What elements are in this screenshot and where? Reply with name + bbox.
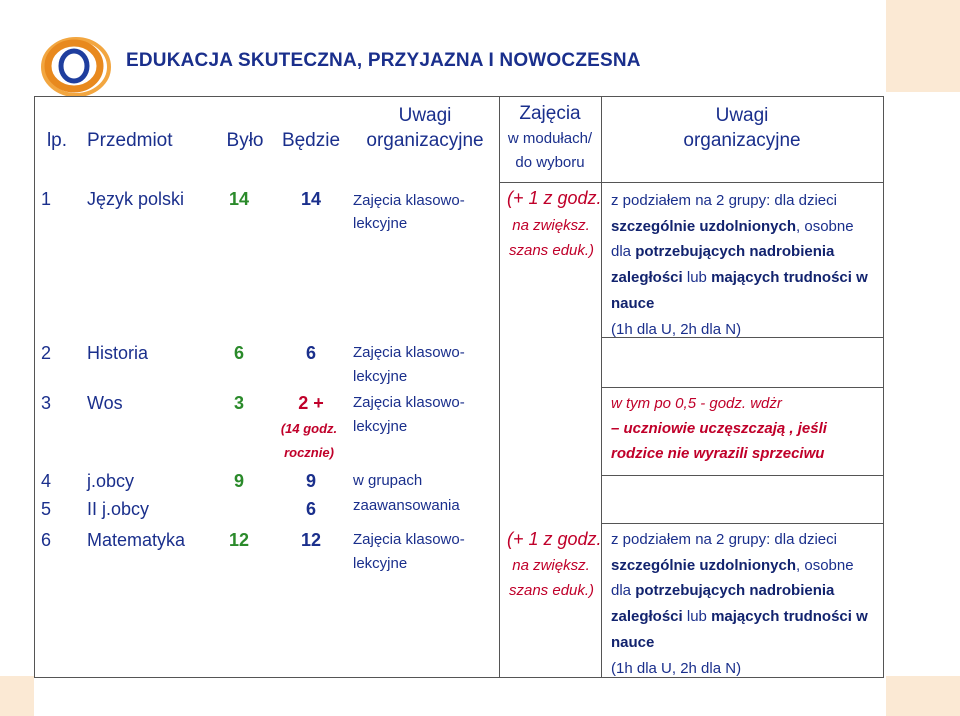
uwagi2-wos (611, 391, 827, 466)
row-uwagi-line2: lekcyjne (353, 368, 408, 385)
row-bedzie: 6 (305, 499, 316, 519)
note-line: zaległości lub mających trudności w (611, 608, 868, 626)
moduly-line1: (+ 1 z godz. (507, 188, 602, 208)
col-header-bedzie: Będzie (281, 130, 341, 151)
note-line: rodzice nie wyrazili sprzeciwu (611, 445, 825, 462)
row-bedzie: 2 + (298, 393, 324, 413)
row-uwagi-line2: lekcyjne (353, 555, 408, 572)
row-lp: 4 (41, 471, 52, 491)
moduly-line1: (+ 1 z godz. (507, 529, 602, 549)
col-header-lp: lp. (46, 130, 68, 151)
note-line: (1h dla U, 2h dla N) (611, 659, 742, 677)
row-bylo: 3 (233, 393, 244, 413)
row-bylo: 6 (233, 343, 244, 363)
col-header-uwagi2-line1: Uwagi (715, 105, 769, 126)
row-przedmiot: Język polski (87, 189, 185, 209)
moduly-line2: na zwiększ. (512, 217, 590, 234)
row-uwagi-line2: lekcyjne (353, 418, 408, 435)
row-uwagi-line2: lekcyjne (353, 215, 408, 232)
row-bedzie: 9 (305, 471, 316, 491)
row-bylo: 12 (228, 530, 250, 550)
note-line: zaległości lub mających trudności w (611, 269, 868, 287)
note-line: dla potrzebujących nadrobienia (611, 243, 835, 261)
logo-emblem-icon (40, 34, 114, 98)
corner-decoration (886, 676, 960, 716)
row-uwagi-line2: zaawansowania (353, 497, 460, 514)
note-line: szczególnie uzdolnionych, osobne (611, 556, 854, 574)
row-bylo: 9 (233, 471, 244, 491)
col-header-uwagi-line2: organizacyjne (366, 130, 484, 151)
col-header-bylo: Było (226, 130, 264, 151)
note-line: w tym po 0,5 - godz. wdżr (611, 395, 782, 412)
corner-decoration (886, 0, 960, 92)
row-uwagi-line1: Zajęcia klasowo- (353, 344, 465, 361)
row-bedzie: 14 (300, 189, 322, 209)
row-przedmiot: j.obcy (87, 471, 135, 491)
row-przedmiot: Matematyka (87, 530, 186, 550)
note-line: dla potrzebujących nadrobienia (611, 582, 835, 600)
row-przedmiot: Historia (87, 343, 149, 363)
note-line: z podziałem na 2 grupy: dla dzieci (611, 531, 837, 548)
row-przedmiot: Wos (87, 393, 123, 413)
moduly-line2: na zwiększ. (512, 557, 590, 574)
row-lp: 5 (41, 499, 52, 519)
row-bedzie-note-line1: (14 godz. (280, 421, 338, 436)
row-lp: 3 (41, 393, 52, 413)
row-bedzie: 12 (300, 530, 322, 550)
note-line: nauce (611, 633, 655, 651)
col-header-zajecia-line2: w modułach/ (507, 130, 593, 147)
page-title: EDUKACJA SKUTECZNA, PRZYJAZNA I NOWOCZESNA (126, 50, 641, 71)
note-line: – uczniowie uczęszczają , jeśli (611, 420, 827, 437)
uwagi2-matematyka (611, 527, 868, 681)
uwagi2-polski (611, 188, 868, 342)
corner-decoration (0, 676, 34, 716)
row-bylo: 14 (228, 189, 250, 209)
col-header-zajecia-line3: do wyboru (515, 154, 585, 171)
moduly-line3: szans eduk.) (509, 582, 595, 599)
col-header-zajecia-line1: Zajęcia (519, 103, 581, 124)
col-header-uwagi2-line2: organizacyjne (683, 130, 801, 151)
moduly-line3: szans eduk.) (509, 242, 595, 259)
row-bedzie: 6 (305, 343, 316, 363)
note-line: z podziałem na 2 grupy: dla dzieci (611, 192, 837, 209)
row-uwagi-line1: Zajęcia klasowo- (353, 192, 465, 209)
row-lp: 1 (41, 189, 52, 209)
note-line: szczególnie uzdolnionych, osobne (611, 217, 854, 235)
note-line: nauce (611, 294, 655, 312)
note-line: (1h dla U, 2h dla N) (611, 320, 742, 338)
row-uwagi-line1: Zajęcia klasowo- (353, 394, 465, 411)
row-lp: 2 (41, 343, 52, 363)
row-bedzie-note-line2: rocznie) (284, 445, 334, 460)
row-lp: 6 (41, 530, 52, 550)
col-header-przedmiot: Przedmiot (87, 130, 173, 151)
row-uwagi-line1: w grupach (353, 472, 423, 489)
subjects-table (34, 96, 884, 678)
row-uwagi-line1: Zajęcia klasowo- (353, 531, 465, 548)
col-header-uwagi-line1: Uwagi (398, 105, 452, 126)
row-przedmiot: II j.obcy (87, 499, 150, 519)
